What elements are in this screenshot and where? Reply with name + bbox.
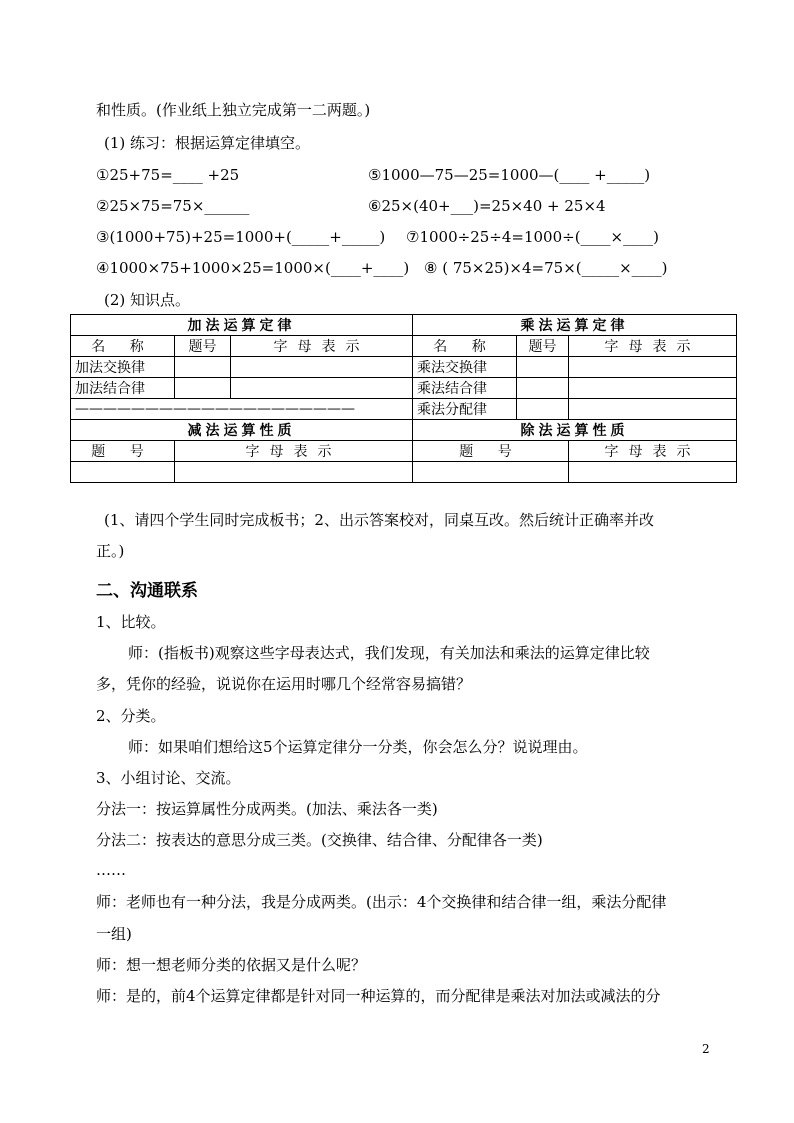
col-letter: 字母表示 <box>569 441 737 462</box>
exercise-q1: ①25+75=____ +25 <box>96 166 240 184</box>
cell-blank <box>175 357 231 378</box>
note-line-2: 正。) <box>96 542 125 560</box>
paragraph: 2、分类。 <box>96 707 166 725</box>
paragraph: 分法一：按运算属性分成两类。(加法、乘法各一类) <box>96 800 438 818</box>
cell-blank <box>569 357 737 378</box>
knowledge-table <box>70 314 737 483</box>
mul-law-header: 乘法运算定律 <box>413 315 737 336</box>
exercise-q8: ⑧ ( 75×25)×4=75×(_____×____) <box>424 259 668 277</box>
paragraph: 分法二：按表达的意思分成三类。(交换律、结合律、分配律各一类) <box>96 831 543 849</box>
exercise-q2: ②25×75=75×______ <box>96 197 250 215</box>
paragraph: 师：如果咱们想给这5个运算定律分一分类，你会怎么分？说说理由。 <box>128 738 588 756</box>
exercise1-title: (1) 练习：根据运算定律填空。 <box>104 134 311 152</box>
cell-blank <box>175 462 413 483</box>
row-add-assoc: 加法结合律 <box>71 378 175 399</box>
col-num2: 题 号 <box>71 441 175 462</box>
cell-blank <box>569 462 737 483</box>
cell-blank <box>569 399 737 420</box>
cell-blank <box>71 462 175 483</box>
intro-line: 和性质。(作业纸上独立完成第一二两题。) <box>96 101 371 119</box>
add-law-header: 加法运算定律 <box>71 315 413 336</box>
paragraph: 多，凭你的经验，说说你在运用时哪几个经常容易搞错？ <box>96 675 472 693</box>
cell-blank <box>413 462 569 483</box>
cell-blank <box>231 357 413 378</box>
col-name: 名 称 <box>71 336 175 357</box>
paragraph: 师：老师也有一种分法，我是分成两类。(出示：4个交换律和结合律一组，乘法分配律 <box>96 893 667 911</box>
paragraph: 师：想一想老师分类的依据又是什么呢？ <box>96 956 367 974</box>
cell-blank <box>569 378 737 399</box>
col-num2: 题 号 <box>413 441 569 462</box>
div-prop-header: 除法运算性质 <box>413 420 737 441</box>
row-mul-dist: 乘法分配律 <box>413 399 517 420</box>
section-heading: 二、沟通联系 <box>96 581 198 601</box>
paragraph: 3、小组讨论、交流。 <box>96 769 241 787</box>
sub-prop-header: 减法运算性质 <box>71 420 413 441</box>
cell-blank <box>517 357 569 378</box>
page-number: 2 <box>702 1042 710 1056</box>
dash-line: ———————————————————— <box>71 399 413 420</box>
row-add-comm: 加法交换律 <box>71 357 175 378</box>
cell-blank <box>231 378 413 399</box>
exercise-q3: ③(1000+75)+25=1000+(_____+_____) <box>96 228 386 246</box>
exercise2-title: (2) 知识点。 <box>104 291 191 309</box>
col-letter: 字母表示 <box>231 336 413 357</box>
paragraph: 一组) <box>96 925 132 943</box>
col-letter: 字母表示 <box>569 336 737 357</box>
paragraph: 师：是的，前4个运算定律都是针对同一种运算的，而分配律是乘法对加法或减法的分 <box>96 987 661 1005</box>
col-num: 题号 <box>175 336 231 357</box>
paragraph: 师：(指板书)观察这些字母表达式，我们发现，有关加法和乘法的运算定律比较 <box>128 644 650 662</box>
cell-blank <box>517 378 569 399</box>
exercise-q6: ⑥25×(40+___)=25×40 + 25×4 <box>368 197 606 215</box>
col-name: 名 称 <box>413 336 517 357</box>
exercise-q4: ④1000×75+1000×25=1000×(____+____) <box>96 259 410 277</box>
cell-blank <box>517 399 569 420</box>
note-line-1: (1、请四个学生同时完成板书；2、出示答案校对，同桌互改。然后统计正确率并改 <box>104 511 654 529</box>
col-num: 题号 <box>517 336 569 357</box>
paragraph: 1、比较。 <box>96 613 166 631</box>
exercise-q7: ⑦1000÷25÷4=1000÷(____×____) <box>406 228 659 246</box>
col-letter: 字母表示 <box>175 441 413 462</box>
row-mul-comm: 乘法交换律 <box>413 357 517 378</box>
row-mul-assoc: 乘法结合律 <box>413 378 517 399</box>
cell-blank <box>175 378 231 399</box>
paragraph: …… <box>96 861 126 879</box>
exercise-q5: ⑤1000—75—25=1000—(____ +_____) <box>368 166 651 184</box>
